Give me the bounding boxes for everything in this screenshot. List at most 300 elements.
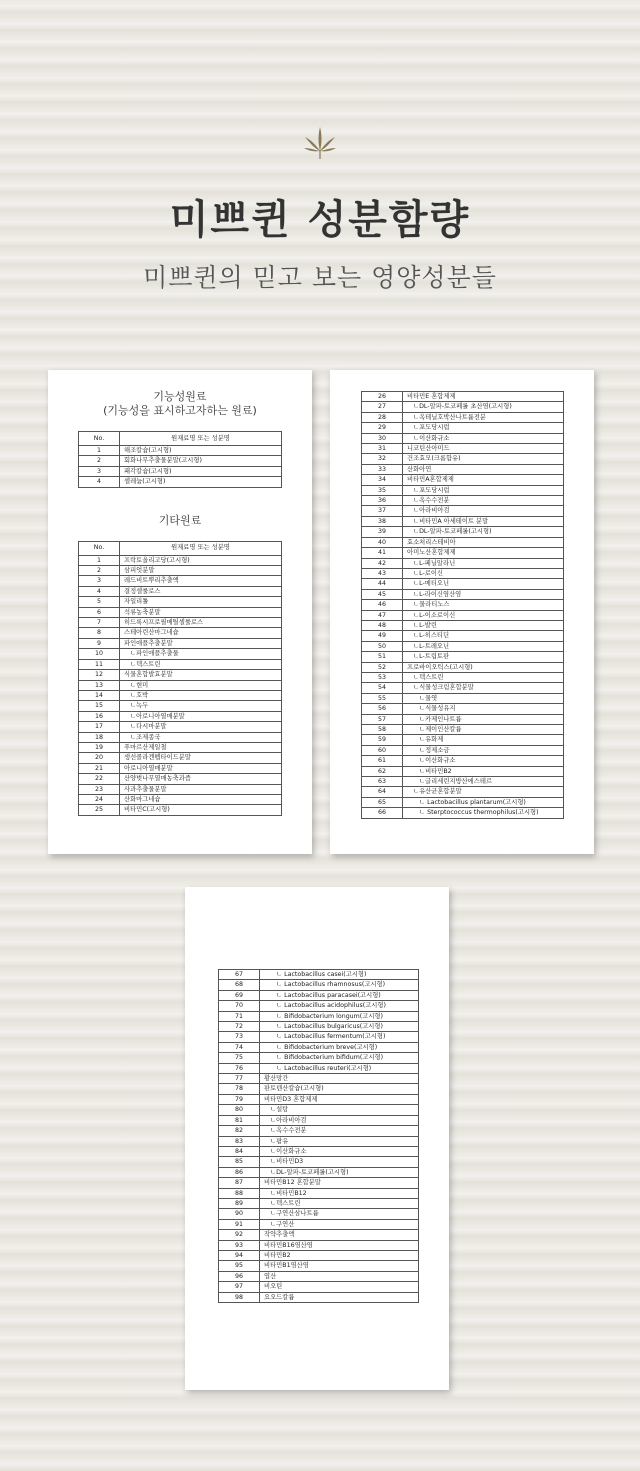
ingredient-name: ㄴ유화제 xyxy=(403,735,564,745)
table-row xyxy=(79,701,282,711)
table-row xyxy=(219,1115,419,1125)
ingredient-name: ㄴDL-알파-토코페롤(고시형) xyxy=(260,1167,419,1177)
ingredient-name: ㄴ Lactobacillus paracasei(고시형) xyxy=(260,990,419,1000)
row-number: 75 xyxy=(219,1053,260,1063)
table-row xyxy=(362,620,564,630)
row-number: 87 xyxy=(219,1178,260,1188)
ingredient-name: 석류농축분말 xyxy=(120,607,282,617)
table-row xyxy=(219,1053,419,1063)
table-row xyxy=(79,711,282,721)
row-number: 32 xyxy=(362,454,403,464)
row-number: 70 xyxy=(219,1001,260,1011)
table-row xyxy=(362,704,564,714)
ingredient-name: ㄴ이산화규소 xyxy=(403,433,564,443)
row-number: 59 xyxy=(362,735,403,745)
row-number: 74 xyxy=(219,1042,260,1052)
ingredient-name: 아로니아열매분말 xyxy=(120,763,282,773)
row-number: 94 xyxy=(219,1250,260,1260)
table-row xyxy=(362,600,564,610)
row-number: 57 xyxy=(362,714,403,724)
ingredient-name: ㄴ아로니아열매분말 xyxy=(120,711,282,721)
row-number: 93 xyxy=(219,1240,260,1250)
row-number: 21 xyxy=(79,763,120,773)
ingredient-name: ㄴ조제종국 xyxy=(120,732,282,742)
table-row xyxy=(362,423,564,433)
row-number: 62 xyxy=(362,766,403,776)
row-number: 97 xyxy=(219,1282,260,1292)
ingredient-name: 레드비트뿌리추출액 xyxy=(120,576,282,586)
table-row xyxy=(362,745,564,755)
row-number: 41 xyxy=(362,548,403,558)
row-number: 40 xyxy=(362,537,403,547)
row-number: 25 xyxy=(79,805,120,815)
col-name-header: 원재료명 또는 성분명 xyxy=(120,541,282,555)
table-row xyxy=(362,662,564,672)
row-number: 30 xyxy=(362,433,403,443)
ingredient-name: ㄴ옥테닐호박산나트륨전분 xyxy=(403,412,564,422)
ingredient-name: ㄴ파인애플추출물 xyxy=(120,649,282,659)
table-row xyxy=(362,537,564,547)
row-number: 2 xyxy=(79,456,120,466)
table-row xyxy=(79,477,282,487)
table-row xyxy=(219,1136,419,1146)
table-row xyxy=(219,1271,419,1281)
row-number: 44 xyxy=(362,579,403,589)
row-number: 67 xyxy=(219,970,260,980)
row-number: 55 xyxy=(362,693,403,703)
row-number: 10 xyxy=(79,649,120,659)
table-row xyxy=(219,1084,419,1094)
table-row xyxy=(362,766,564,776)
table-row xyxy=(219,1250,419,1260)
ingredient-name: ㄴ비타민A 아세테이트 분말 xyxy=(403,516,564,526)
row-number: 9 xyxy=(79,638,120,648)
table-row xyxy=(362,579,564,589)
ingredient-name: ㄴ구연산삼나트륨 xyxy=(260,1209,419,1219)
row-number: 52 xyxy=(362,662,403,672)
table-row xyxy=(362,454,564,464)
row-number: 95 xyxy=(219,1261,260,1271)
row-number: 82 xyxy=(219,1126,260,1136)
ingredient-name: ㄴ포도당시럽 xyxy=(403,423,564,433)
table-row xyxy=(362,402,564,412)
ingredient-name: ㄴL-로이신 xyxy=(403,568,564,578)
ingredient-name: ㄴ Sterptococcus thermophilus(고시형) xyxy=(403,808,564,818)
table-row xyxy=(219,1063,419,1073)
ingredient-name: ㄴ글리세린지방산에스테르 xyxy=(403,777,564,787)
ingredient-name: ㄴ이산화규소 xyxy=(403,756,564,766)
ingredient-name: ㄴL-발린 xyxy=(403,620,564,630)
ingredient-name: ㄴ물라티노스 xyxy=(403,600,564,610)
table-row xyxy=(362,631,564,641)
row-number: 46 xyxy=(362,600,403,610)
table-row xyxy=(219,1167,419,1177)
table-row xyxy=(219,1240,419,1250)
row-number: 24 xyxy=(79,794,120,804)
table-row xyxy=(219,1032,419,1042)
table-row xyxy=(219,1146,419,1156)
ingredient-name: 결정셀룰로스 xyxy=(120,586,282,596)
col-no-header: No. xyxy=(79,432,120,446)
ingredient-name: ㄴ정제소금 xyxy=(403,745,564,755)
table-row xyxy=(79,456,282,466)
ingredient-name: ㄴ물엿 xyxy=(403,693,564,703)
row-number: 31 xyxy=(362,444,403,454)
ingredient-name: 효소처리스테비아 xyxy=(403,537,564,547)
row-number: 16 xyxy=(79,711,120,721)
table-row xyxy=(219,1261,419,1271)
ingredient-name: 패각칼슘(고시형) xyxy=(120,466,282,476)
table-row xyxy=(219,1126,419,1136)
table-row xyxy=(79,794,282,804)
ingredient-name: ㄴ Bifidobacterium longum(고시형) xyxy=(260,1011,419,1021)
ingredient-name: 산화아연 xyxy=(403,464,564,474)
ingredient-name: ㄴ아라비아검 xyxy=(260,1115,419,1125)
ingredient-name: ㄴ옥수수전분 xyxy=(403,496,564,506)
table-row xyxy=(362,693,564,703)
table-row xyxy=(362,787,564,797)
ingredient-name: ㄴL-트립토판 xyxy=(403,652,564,662)
ingredient-name: ㄴ덱스트린 xyxy=(120,659,282,669)
row-number: 42 xyxy=(362,558,403,568)
table-row xyxy=(79,670,282,680)
table-row xyxy=(79,618,282,628)
ingredient-name: 셀레늄(고시형) xyxy=(120,477,282,487)
ingredient-name: ㄴ덱스트린 xyxy=(260,1198,419,1208)
other-table xyxy=(78,541,282,816)
ingredient-name: 프로바이오틱스(고시형) xyxy=(403,662,564,672)
row-number: 36 xyxy=(362,496,403,506)
ingredient-name: ㄴDL-알파-토코페롤(고시형) xyxy=(403,527,564,537)
row-number: 85 xyxy=(219,1157,260,1167)
table-row xyxy=(219,980,419,990)
ingredient-name: 자일리톨 xyxy=(120,597,282,607)
other-title: 기타원료 xyxy=(158,513,202,527)
table-row xyxy=(362,433,564,443)
table-row xyxy=(362,392,564,402)
row-number: 1 xyxy=(79,446,120,456)
ingredient-table-2 xyxy=(361,391,564,819)
table-row xyxy=(362,641,564,651)
table-row xyxy=(362,714,564,724)
ingredient-name: ㄴ식물성크림혼합분말 xyxy=(403,683,564,693)
table-row xyxy=(79,659,282,669)
row-number: 66 xyxy=(362,808,403,818)
ingredient-name: 요오드칼륨 xyxy=(260,1292,419,1302)
row-number: 48 xyxy=(362,620,403,630)
ingredient-name: ㄴ카제인나트륨 xyxy=(403,714,564,724)
table-row xyxy=(219,1282,419,1292)
row-number: 3 xyxy=(79,466,120,476)
ingredient-name: 비타민B12 혼합분말 xyxy=(260,1178,419,1188)
row-number: 37 xyxy=(362,506,403,516)
row-number: 51 xyxy=(362,652,403,662)
ingredient-name: 스테아린산마그네슘 xyxy=(120,628,282,638)
row-number: 56 xyxy=(362,704,403,714)
row-number: 78 xyxy=(219,1084,260,1094)
row-number: 77 xyxy=(219,1074,260,1084)
table-row xyxy=(362,558,564,568)
table-row xyxy=(362,527,564,537)
row-number: 76 xyxy=(219,1063,260,1073)
table-row xyxy=(219,1188,419,1198)
row-number: 15 xyxy=(79,701,120,711)
ingredient-name: ㄴL-이소로이신 xyxy=(403,610,564,620)
table-row xyxy=(219,1001,419,1011)
ingredient-name: 비타민B2 xyxy=(260,1250,419,1260)
ingredient-name: 비타민D3 혼합제제 xyxy=(260,1094,419,1104)
table-row xyxy=(79,446,282,456)
table-row xyxy=(362,756,564,766)
row-number: 28 xyxy=(362,412,403,422)
row-number: 69 xyxy=(219,990,260,1000)
ingredient-name: 회화나무추출물분말(고시형) xyxy=(120,456,282,466)
table-row xyxy=(362,808,564,818)
table-row xyxy=(362,777,564,787)
ingredient-name: 해조칼슘(고시형) xyxy=(120,446,282,456)
table-row xyxy=(219,1292,419,1302)
ingredient-name: ㄴ현미 xyxy=(120,680,282,690)
table-row xyxy=(79,722,282,732)
functional-subtitle: (기능성을 표시하고자하는 원료) xyxy=(103,404,257,417)
functional-table xyxy=(78,431,282,488)
ingredient-name: ㄴL-페닐알라닌 xyxy=(403,558,564,568)
row-number: 63 xyxy=(362,777,403,787)
table-row xyxy=(79,638,282,648)
ingredient-name: ㄴL-라이신염산염 xyxy=(403,589,564,599)
row-number: 22 xyxy=(79,774,120,784)
row-number: 3 xyxy=(79,576,120,586)
ingredient-name: ㄴ포도당시럽 xyxy=(403,485,564,495)
functional-title: 기능성원료 xyxy=(153,390,207,403)
table-header-row xyxy=(79,541,282,555)
ingredient-name: ㄴ식물성유지 xyxy=(403,704,564,714)
ingredient-name: 비타민C(고시형) xyxy=(120,805,282,815)
ingredient-name: ㄴ비타민B12 xyxy=(260,1188,419,1198)
ingredient-name: 히드록시프로필메틸셀룰로스 xyxy=(120,618,282,628)
table-row xyxy=(219,1042,419,1052)
table-row xyxy=(219,970,419,980)
table-row xyxy=(79,732,282,742)
ingredient-name: 비타민B16염산염 xyxy=(260,1240,419,1250)
ingredient-name: 비타민A혼합제제 xyxy=(403,475,564,485)
table-row xyxy=(219,1198,419,1208)
ingredient-name: ㄴ옥수수전분 xyxy=(260,1126,419,1136)
ingredient-name: 엽산 xyxy=(260,1271,419,1281)
row-number: 54 xyxy=(362,683,403,693)
ingredient-name: ㄴ Lactobacillus fermentum(고시형) xyxy=(260,1032,419,1042)
table-row xyxy=(79,597,282,607)
row-number: 11 xyxy=(79,659,120,669)
row-number: 68 xyxy=(219,980,260,990)
row-number: 13 xyxy=(79,680,120,690)
row-number: 72 xyxy=(219,1022,260,1032)
ingredient-name: 황산망간 xyxy=(260,1074,419,1084)
ingredient-name: ㄴ Lactobacillus casei(고시형) xyxy=(260,970,419,980)
table-row xyxy=(79,466,282,476)
table-row xyxy=(362,652,564,662)
ingredient-name: 사과추출물분말 xyxy=(120,784,282,794)
table-row xyxy=(219,1209,419,1219)
ingredient-name: ㄴ구연산 xyxy=(260,1219,419,1229)
row-number: 47 xyxy=(362,610,403,620)
col-name-header: 원재료명 또는 성분명 xyxy=(120,432,282,446)
table-row xyxy=(362,412,564,422)
row-number: 2 xyxy=(79,566,120,576)
ingredient-name: 판토텐산칼슘(고시형) xyxy=(260,1084,419,1094)
table-row xyxy=(362,610,564,620)
ingredient-name: 삼피엇분말 xyxy=(120,566,282,576)
table-row xyxy=(219,1157,419,1167)
table-row xyxy=(79,763,282,773)
row-number: 14 xyxy=(79,690,120,700)
ingredient-name: 비타민B1염산염 xyxy=(260,1261,419,1271)
ingredient-name: ㄴL-히스티딘 xyxy=(403,631,564,641)
row-number: 98 xyxy=(219,1292,260,1302)
row-number: 89 xyxy=(219,1198,260,1208)
row-number: 33 xyxy=(362,464,403,474)
ingredient-name: 작약추출액 xyxy=(260,1230,419,1240)
row-number: 23 xyxy=(79,784,120,794)
ingredient-name: ㄴ Lactobacillus acidophilus(고시형) xyxy=(260,1001,419,1011)
row-number: 65 xyxy=(362,797,403,807)
table-row xyxy=(79,742,282,752)
row-number: 92 xyxy=(219,1230,260,1240)
page-title: 미쁘퀸 성분함량 xyxy=(169,197,471,243)
ingredient-name: ㄴ Lactobacillus bulgaricus(고시형) xyxy=(260,1022,419,1032)
row-number: 60 xyxy=(362,745,403,755)
row-number: 35 xyxy=(362,485,403,495)
ingredient-name: 니코틴산아미드 xyxy=(403,444,564,454)
table-row xyxy=(219,1022,419,1032)
row-number: 26 xyxy=(362,392,403,402)
table-row xyxy=(362,496,564,506)
ingredient-name: 식물혼합발효분말 xyxy=(120,670,282,680)
ingredient-name: ㄴ아라비아검 xyxy=(403,506,564,516)
ingredient-name: 건조효모(크롬함유) xyxy=(403,454,564,464)
row-number: 18 xyxy=(79,732,120,742)
ingredient-name: 비타민E 혼합제제 xyxy=(403,392,564,402)
table-row xyxy=(79,784,282,794)
ingredient-name: 생선콜라겐펩타이드분말 xyxy=(120,753,282,763)
row-number: 45 xyxy=(362,589,403,599)
ingredient-name: ㄴ Bifidobacterium breve(고시형) xyxy=(260,1042,419,1052)
row-number: 38 xyxy=(362,516,403,526)
table-row xyxy=(362,568,564,578)
row-number: 7 xyxy=(79,618,120,628)
table-row xyxy=(219,1219,419,1229)
table-row xyxy=(362,672,564,682)
ingredient-name: 아미노산혼합제제 xyxy=(403,548,564,558)
table-row xyxy=(219,1074,419,1084)
table-row xyxy=(79,566,282,576)
row-number: 79 xyxy=(219,1094,260,1104)
ingredient-name: 산화마그네슘 xyxy=(120,794,282,804)
page-subtitle: 미쁘퀸의 믿고 보는 영양성분들 xyxy=(143,263,497,292)
row-number: 86 xyxy=(219,1167,260,1177)
row-number: 96 xyxy=(219,1271,260,1281)
row-number: 27 xyxy=(362,402,403,412)
col-no-header: No. xyxy=(79,541,120,555)
ingredient-table-3 xyxy=(218,969,419,1303)
row-number: 39 xyxy=(362,527,403,537)
row-number: 73 xyxy=(219,1032,260,1042)
row-number: 50 xyxy=(362,641,403,651)
ingredient-name: ㄴ다시마분말 xyxy=(120,722,282,732)
ingredient-name: ㄴ제이인산칼륨 xyxy=(403,725,564,735)
table-row xyxy=(79,607,282,617)
table-row xyxy=(362,485,564,495)
table-row xyxy=(219,1178,419,1188)
table-row xyxy=(362,725,564,735)
ingredient-name: ㄴ이산화규소 xyxy=(260,1146,419,1156)
ingredient-name: ㄴ Bifidobacterium bifidum(고시형) xyxy=(260,1053,419,1063)
ingredient-name: ㄴ비타민D3 xyxy=(260,1157,419,1167)
ingredient-name: ㄴ Lactobacillus plantarum(고시형) xyxy=(403,797,564,807)
table-row xyxy=(79,690,282,700)
table-row xyxy=(79,805,282,815)
table-header-row xyxy=(79,432,282,446)
row-number: 90 xyxy=(219,1209,260,1219)
row-number: 49 xyxy=(362,631,403,641)
ingredient-name: 파인애플추출분말 xyxy=(120,638,282,648)
row-number: 91 xyxy=(219,1219,260,1229)
row-number: 12 xyxy=(79,670,120,680)
table-row xyxy=(362,464,564,474)
table-row xyxy=(79,774,282,784)
table-row xyxy=(362,444,564,454)
row-number: 4 xyxy=(79,586,120,596)
row-number: 4 xyxy=(79,477,120,487)
row-number: 19 xyxy=(79,742,120,752)
table-row xyxy=(79,555,282,565)
ingredient-name: ㄴ호박 xyxy=(120,690,282,700)
table-row xyxy=(79,628,282,638)
row-number: 58 xyxy=(362,725,403,735)
leaf-icon xyxy=(302,125,338,161)
table-row xyxy=(79,586,282,596)
row-number: 81 xyxy=(219,1115,260,1125)
table-row xyxy=(362,589,564,599)
table-row xyxy=(362,516,564,526)
ingredient-sheet-3 xyxy=(185,887,449,1390)
ingredient-name: ㄴ Lactobacillus reuteri(고시형) xyxy=(260,1063,419,1073)
table-row xyxy=(219,1094,419,1104)
ingredient-name: 산양벚나무열매농축과즙 xyxy=(120,774,282,784)
ingredient-name: 비오틴 xyxy=(260,1282,419,1292)
row-number: 8 xyxy=(79,628,120,638)
row-number: 34 xyxy=(362,475,403,485)
ingredient-sheet-2 xyxy=(330,370,594,854)
row-number: 71 xyxy=(219,1011,260,1021)
ingredient-name: ㄴDL-알파-토코페롤 초산염(고시형) xyxy=(403,402,564,412)
ingredient-name: ㄴ설탕 xyxy=(260,1105,419,1115)
row-number: 43 xyxy=(362,568,403,578)
table-row xyxy=(362,475,564,485)
table-row xyxy=(362,683,564,693)
row-number: 1 xyxy=(79,555,120,565)
ingredient-name: 푸마르산제일철 xyxy=(120,742,282,752)
row-number: 53 xyxy=(362,672,403,682)
ingredient-sheet-1 xyxy=(48,370,312,854)
row-number: 84 xyxy=(219,1146,260,1156)
table-row xyxy=(362,548,564,558)
ingredient-name: ㄴ녹두 xyxy=(120,701,282,711)
row-number: 5 xyxy=(79,597,120,607)
table-row xyxy=(219,1230,419,1240)
ingredient-name: 프락토올리고당(고시형) xyxy=(120,555,282,565)
row-number: 20 xyxy=(79,753,120,763)
